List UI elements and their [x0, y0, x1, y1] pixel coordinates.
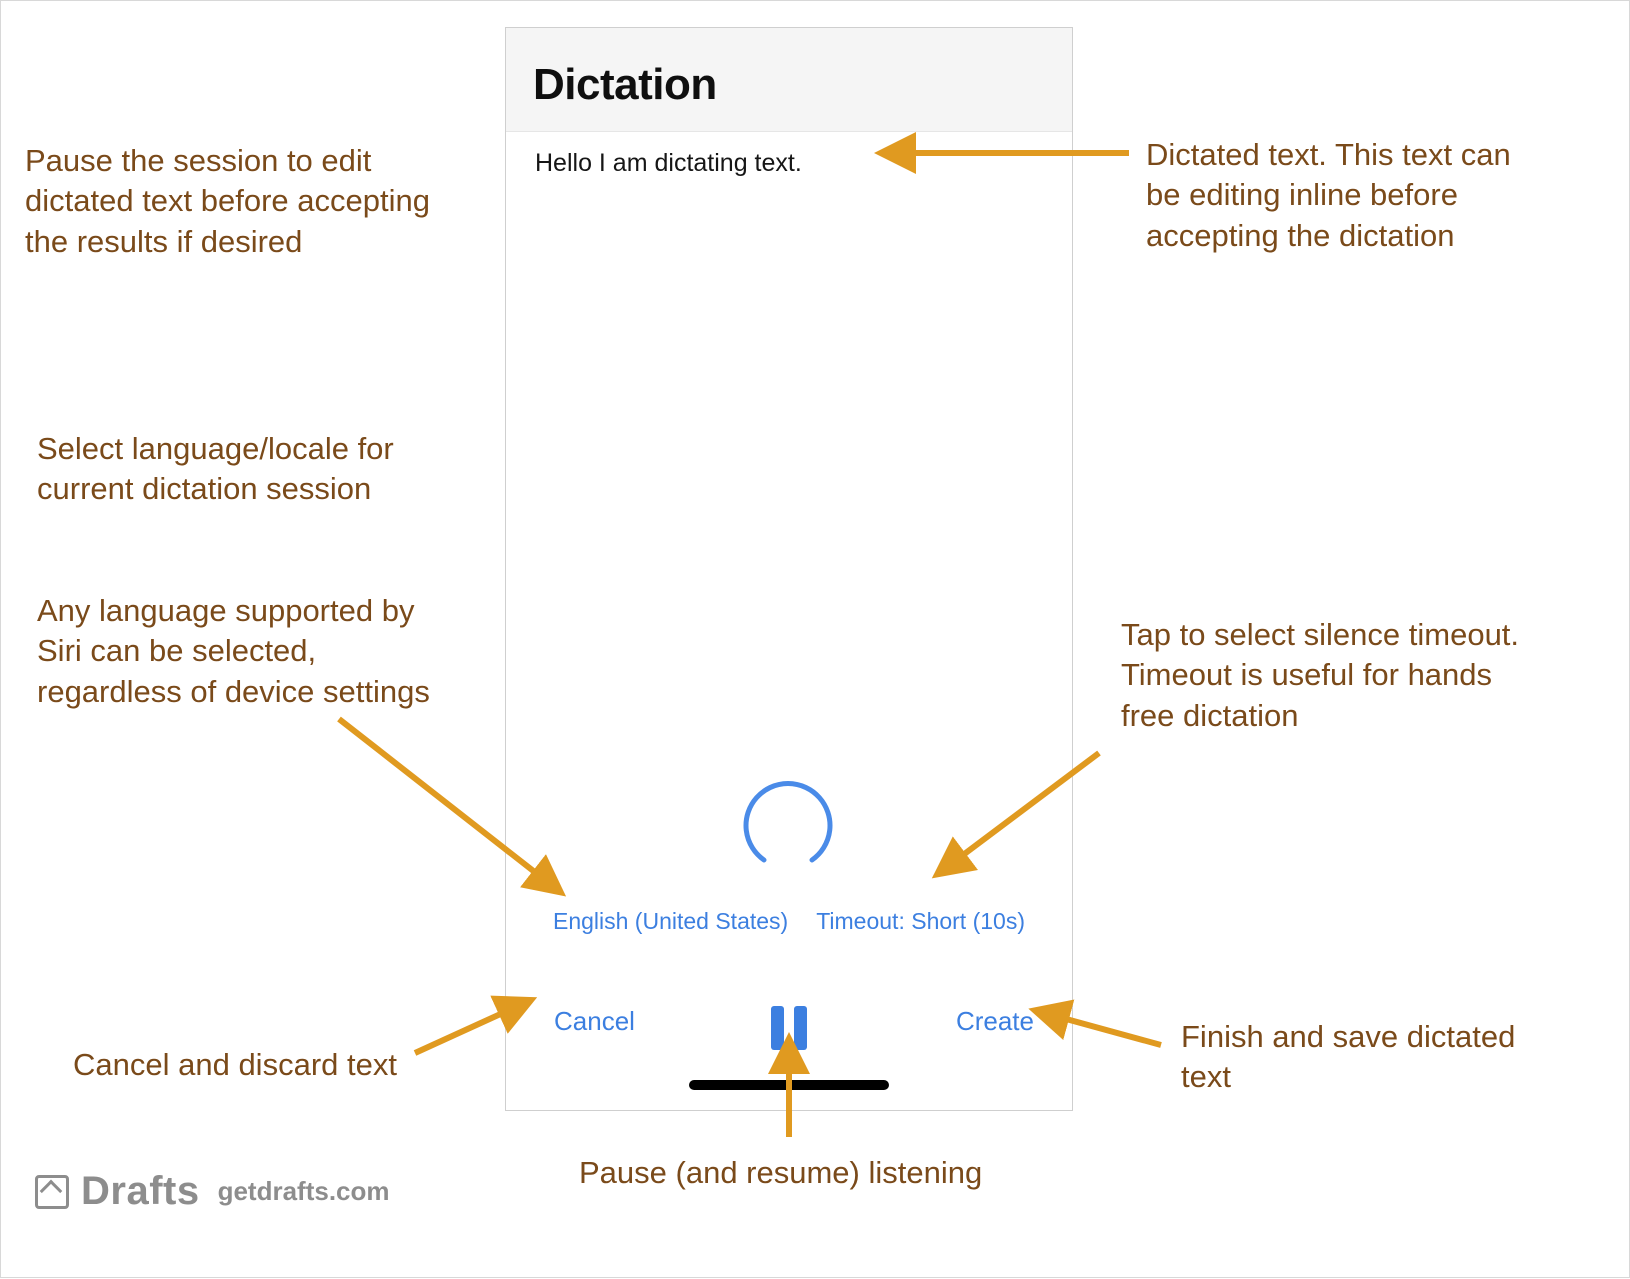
brand-name: Drafts: [81, 1169, 200, 1213]
brand-url: getdrafts.com: [217, 1176, 390, 1206]
phone-mockup: [505, 27, 1073, 1111]
pause-button[interactable]: [766, 1006, 812, 1050]
listening-spinner-icon: [728, 756, 848, 876]
annotation-language: Select language/locale for current dictation session: [37, 431, 394, 507]
timeout-selector[interactable]: Timeout: Short (10s): [816, 908, 1025, 934]
page-title: Dictation: [533, 60, 717, 109]
annotation-cancel: Cancel and discard text: [73, 1047, 397, 1082]
dictation-buttons-row: [506, 1006, 1072, 1066]
dictated-text-field[interactable]: Hello I am dictating text.: [535, 149, 802, 177]
pause-icon-bar-right: [794, 1006, 807, 1050]
phone-header: [506, 28, 1072, 132]
pause-icon-bar-left: [771, 1006, 784, 1050]
dictation-options-row: [506, 908, 1072, 935]
drafts-logo-icon: [35, 1175, 69, 1209]
create-button[interactable]: Create: [955, 1006, 1034, 1036]
cancel-button[interactable]: Cancel: [554, 1006, 635, 1036]
annotation-finish: Finish and save dictated text: [1181, 1019, 1516, 1095]
annotation-dictated-text: Dictated text. This text can be editing inline before accepting the dictation: [1146, 137, 1511, 253]
brand-footer: [35, 1169, 390, 1214]
annotation-any-language: Any language supported by Siri can be selected, regardless of device settings: [37, 593, 430, 709]
language-selector[interactable]: English (United States): [552, 908, 789, 934]
annotation-pause-edit: Pause the session to edit dictated text before accepting the results if desired: [25, 143, 430, 259]
annotation-timeout: Tap to select silence timeout. Timeout is useful for hands free dictation: [1121, 617, 1520, 733]
home-indicator: [689, 1080, 889, 1090]
annotation-pause-resume: Pause (and resume) listening: [579, 1155, 983, 1190]
